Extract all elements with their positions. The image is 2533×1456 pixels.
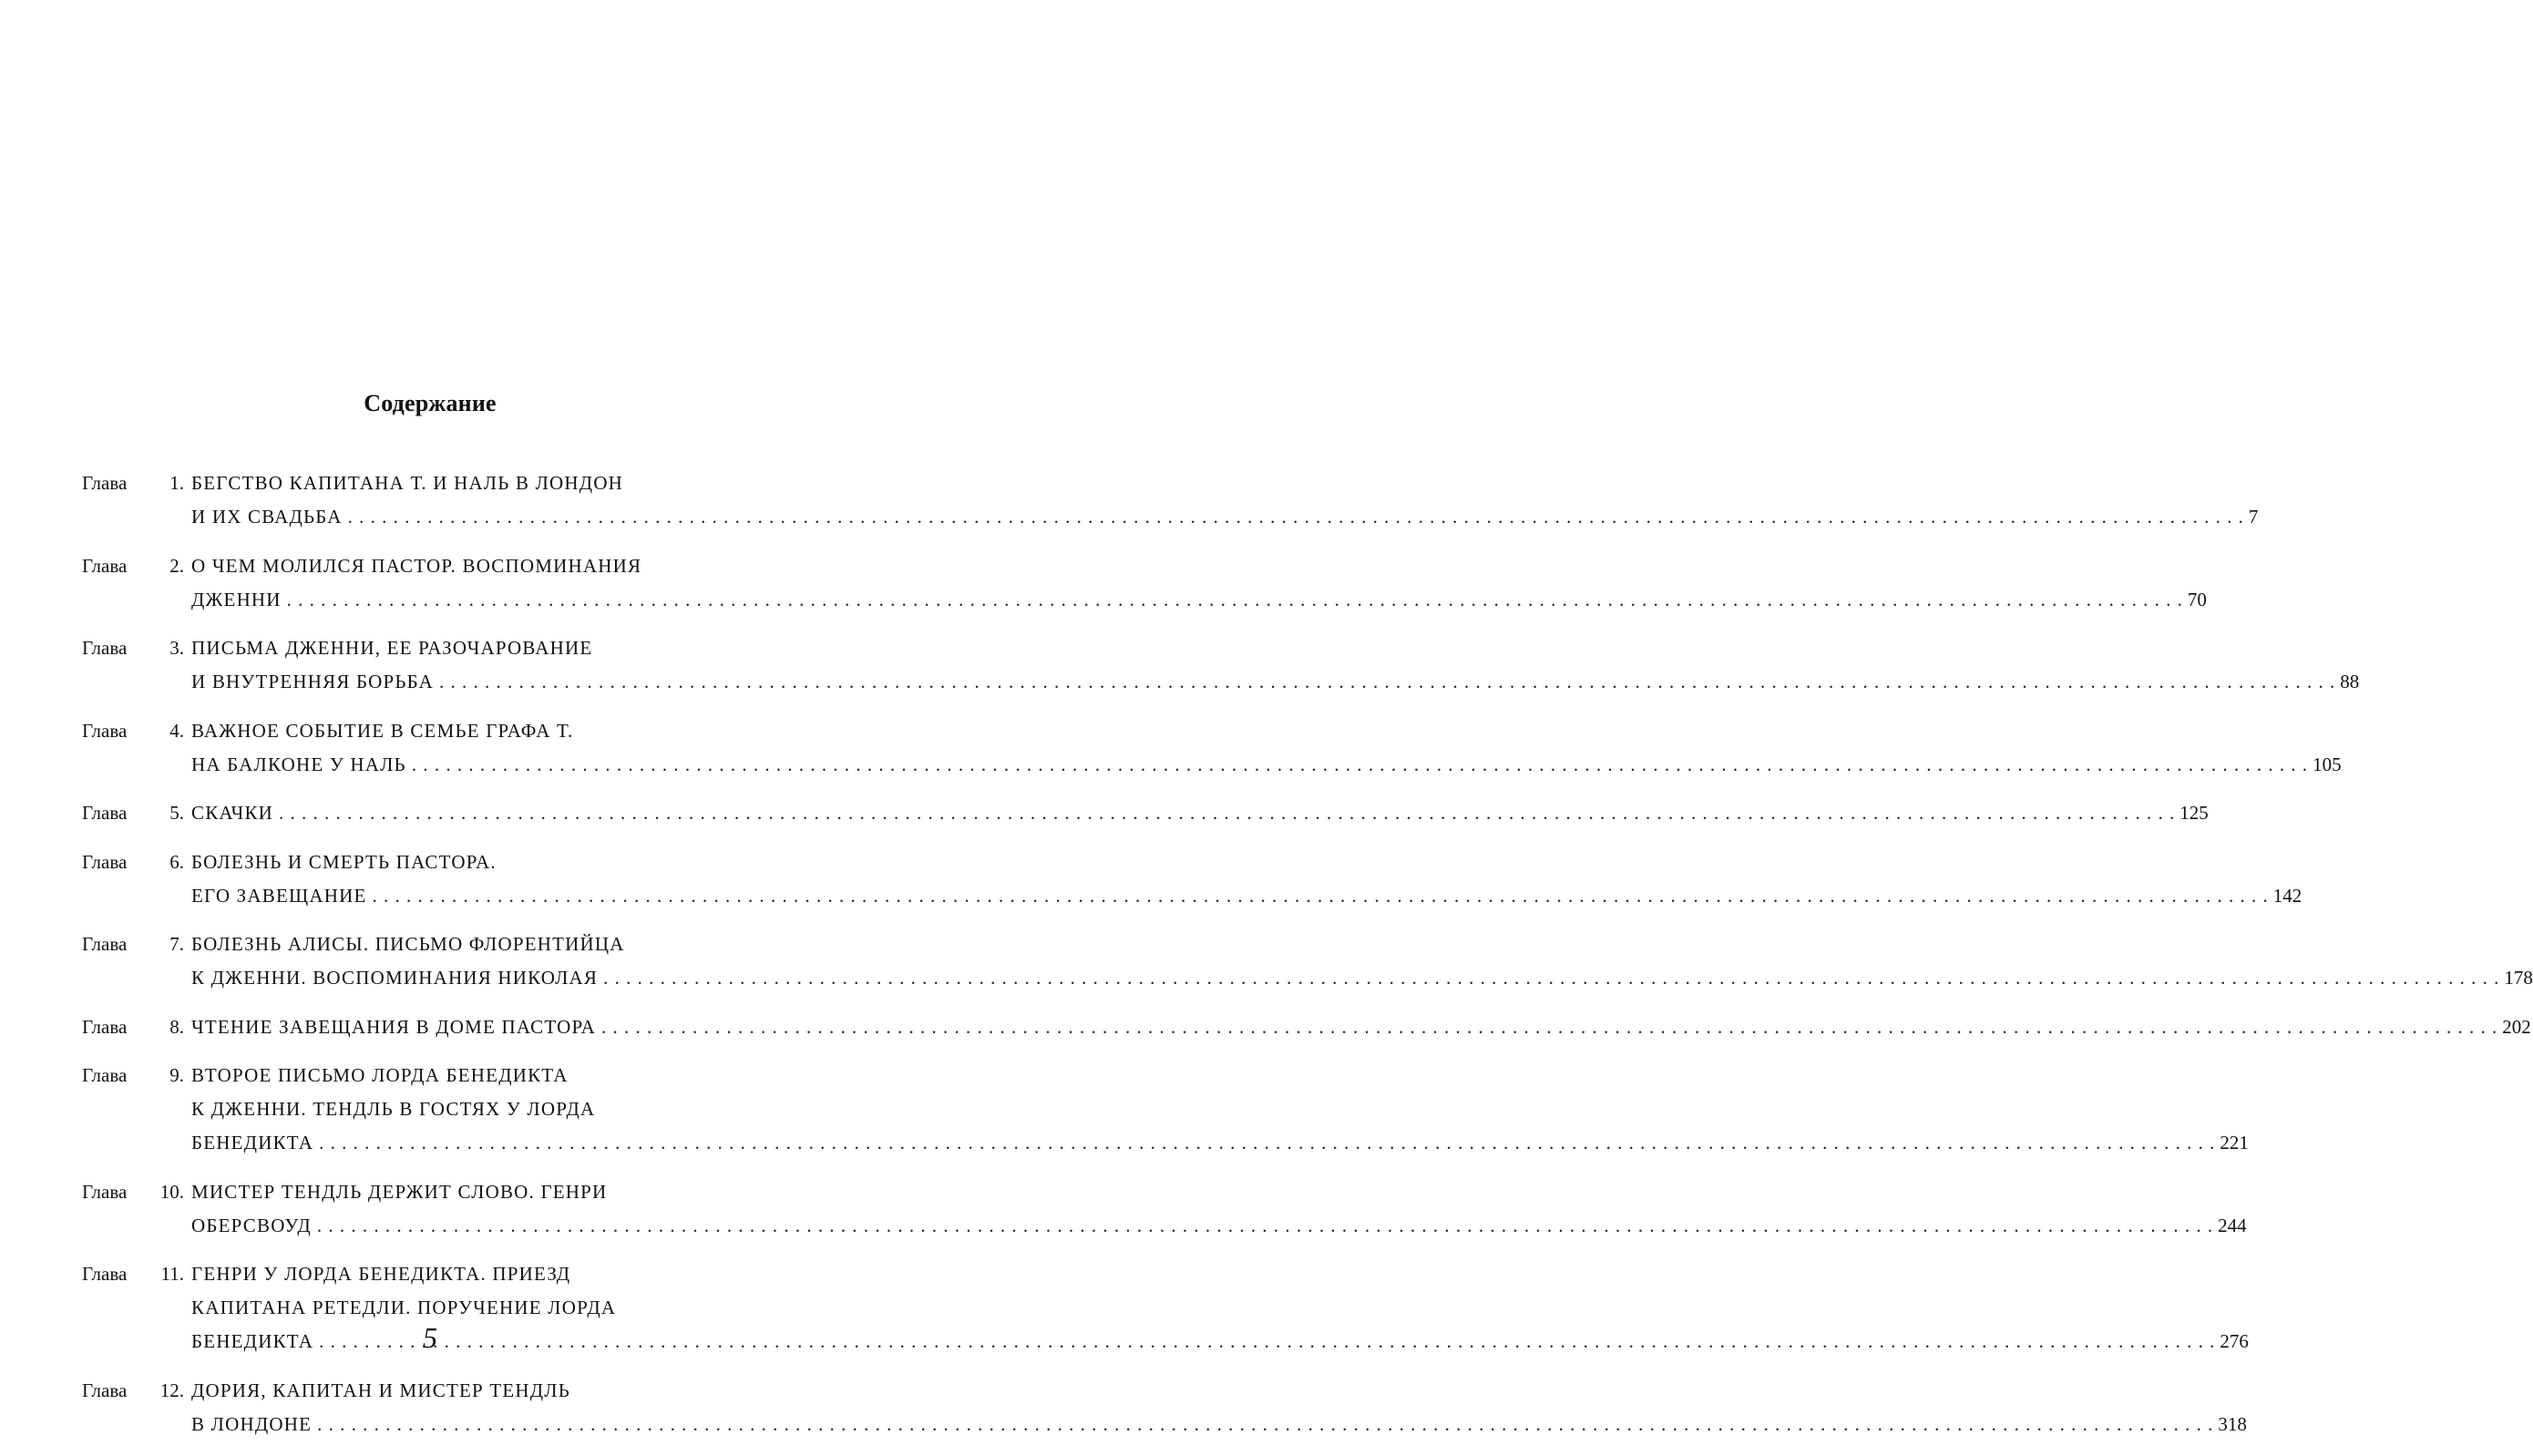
- chapter-title-last-line: [191, 748, 2342, 782]
- chapter-title: [191, 1175, 2247, 1243]
- chapter-page-number: 244: [2218, 1214, 2247, 1236]
- chapter-label: Глава: [82, 802, 128, 824]
- chapter-title-line: КАПИТАНА РЕТЕДЛИ. ПОРУЧЕНИЕ ЛОРДА: [191, 1297, 617, 1318]
- chapter-title-line: ОБЕРСВОУД: [191, 1214, 312, 1236]
- chapter-number: 7.: [169, 933, 184, 955]
- chapter-title: [191, 1010, 2531, 1044]
- chapter-title-line: МИСТЕР ТЕНДЛЬ ДЕРЖИТ СЛОВО. ГЕНРИ: [191, 1180, 608, 1203]
- toc-entry: [82, 1374, 2247, 1441]
- chapter-title-line: БЕНЕДИКТА: [191, 1132, 314, 1154]
- chapter-label: Глава: [82, 472, 128, 494]
- chapter-title: [191, 549, 2207, 617]
- chapter-page-number: 276: [2220, 1330, 2249, 1352]
- dot-leader: [439, 665, 2334, 699]
- chapter-title-line: К ДЖЕННИ. ВОСПОМИНАНИЯ НИКОЛАЯ: [191, 967, 599, 989]
- chapter-title-line: ВТОРОЕ ПИСЬМО ЛОРДА БЕНЕДИКТА: [191, 1064, 569, 1086]
- dot-leader: [412, 748, 2307, 782]
- chapter-page-number: 88: [2340, 671, 2360, 692]
- chapter-title-line: В ЛОНДОНЕ: [191, 1412, 313, 1435]
- chapter-title: [191, 846, 2302, 913]
- chapter-title: [191, 928, 2533, 995]
- toc-entry: [82, 846, 2302, 913]
- toc-entry: [82, 796, 2209, 830]
- chapter-page-number: 202: [2502, 1015, 2531, 1038]
- chapter-label: Глава: [82, 933, 128, 955]
- chapter-page-number: 221: [2220, 1132, 2249, 1154]
- chapter-number: 10.: [159, 1180, 184, 1203]
- chapter-number: 5.: [169, 802, 184, 824]
- dot-leader: [319, 1126, 2214, 1160]
- chapter-title-last-line: [191, 961, 2533, 995]
- chapter-title-line: СКАЧКИ: [191, 802, 274, 824]
- dot-leader: [317, 1408, 2212, 1441]
- chapter-title-line: БОЛЕЗНЬ АЛИСЫ. ПИСЬМО ФЛОРЕНТИЙЦА: [191, 933, 625, 955]
- toc-entry: [82, 1059, 2249, 1160]
- chapter-label: Глава: [82, 850, 128, 873]
- chapter-title-line: ЧТЕНИЕ ЗАВЕЩАНИЯ В ДОМЕ ПАСТОРА: [191, 1015, 597, 1038]
- chapter-title-line: БЕНЕДИКТА: [191, 1330, 314, 1352]
- chapter-label: Глава: [82, 554, 128, 577]
- chapter-title-last-line: [191, 796, 2209, 830]
- chapter-number: 2.: [169, 554, 184, 577]
- table-of-contents: [82, 467, 2533, 1456]
- chapter-number: 1.: [169, 472, 184, 494]
- chapter-title-last-line: [191, 1209, 2247, 1243]
- chapter-title-line: ЕГО ЗАВЕЩАНИЕ: [191, 884, 367, 907]
- dot-leader: [601, 1010, 2497, 1044]
- chapter-title-last-line: [191, 583, 2207, 617]
- toc-entry: [82, 467, 2259, 534]
- chapter-page-number: 142: [2272, 884, 2302, 907]
- chapter-page-number: 318: [2218, 1412, 2247, 1435]
- dot-leader: [373, 879, 2268, 913]
- dot-leader: [317, 1209, 2212, 1243]
- chapter-number: 6.: [169, 850, 184, 873]
- chapter-title-line: ГЕНРИ У ЛОРДА БЕНЕДИКТА. ПРИЕЗД: [191, 1263, 571, 1285]
- chapter-number: 12.: [159, 1379, 184, 1401]
- chapter-number: 4.: [169, 719, 184, 742]
- chapter-title-last-line: [191, 879, 2302, 913]
- chapter-label: Глава: [82, 1379, 128, 1401]
- page-title: Содержание: [364, 390, 497, 416]
- chapter-page-number: 125: [2179, 802, 2209, 824]
- chapter-title: [191, 714, 2342, 782]
- chapter-title-line: НА БАЛКОНЕ У НАЛЬ: [191, 753, 406, 775]
- chapter-title-last-line: [191, 1126, 2249, 1160]
- chapter-title: [191, 631, 2359, 699]
- chapter-title-last-line: [191, 500, 2258, 534]
- chapter-title-line: ДОРИЯ, КАПИТАН И МИСТЕР ТЕНДЛЬ: [191, 1379, 570, 1401]
- chapter-title-last-line: [191, 665, 2359, 699]
- chapter-title-line: К ДЖЕННИ. ТЕНДЛЬ В ГОСТЯХ У ЛОРДА: [191, 1098, 596, 1120]
- chapter-title-line: О ЧЕМ МОЛИЛСЯ ПАСТОР. ВОСПОМИНАНИЯ: [191, 554, 642, 577]
- chapter-number: 11.: [160, 1263, 184, 1285]
- chapter-title: [191, 796, 2209, 830]
- chapter-page-number: 178: [2504, 967, 2533, 989]
- toc-entry: [82, 928, 2533, 995]
- chapter-title-line: И ИХ СВАДЬБА: [191, 506, 343, 528]
- chapter-label: Глава: [82, 1263, 128, 1285]
- chapter-label: Глава: [82, 637, 128, 659]
- chapter-label: Глава: [82, 1180, 128, 1203]
- dot-leader: [348, 500, 2243, 534]
- toc-entry: [82, 549, 2207, 617]
- chapter-number: 3.: [169, 637, 184, 659]
- dot-leader: [287, 583, 2182, 617]
- chapter-number: 9.: [169, 1064, 184, 1086]
- chapter-title: [191, 1374, 2247, 1441]
- chapter-label: Глава: [82, 1015, 128, 1038]
- toc-entry: [82, 631, 2360, 699]
- chapter-title-last-line: [191, 1408, 2247, 1441]
- chapter-page-number: 7: [2248, 506, 2259, 528]
- chapter-title: [191, 467, 2258, 534]
- chapter-label: Глава: [82, 719, 128, 742]
- chapter-title-line: ПИСЬМА ДЖЕННИ, ЕЕ РАЗОЧАРОВАНИЕ: [191, 637, 593, 659]
- chapter-title: [191, 1059, 2249, 1160]
- chapter-title-line: И ВНУТРЕННЯЯ БОРЬБА: [191, 671, 434, 692]
- toc-entry: [82, 1010, 2531, 1044]
- toc-entry: [82, 714, 2342, 782]
- toc-entry: [82, 1175, 2247, 1243]
- chapter-number: 8.: [169, 1015, 184, 1038]
- chapter-page-number: 70: [2187, 588, 2207, 610]
- chapter-title-line: БОЛЕЗНЬ И СМЕРТЬ ПАСТОРА.: [191, 850, 497, 873]
- chapter-title-line: БЕГСТВО КАПИТАНА Т. И НАЛЬ В ЛОНДОН: [191, 472, 624, 494]
- chapter-label: Глава: [82, 1064, 128, 1086]
- dot-leader: [279, 796, 2174, 830]
- chapter-page-number: 105: [2313, 753, 2342, 775]
- chapter-title-line: ВАЖНОЕ СОБЫТИЕ В СЕМЬЕ ГРАФА Т.: [191, 719, 574, 742]
- chapter-title-last-line: [191, 1010, 2531, 1044]
- dot-leader: [603, 961, 2498, 995]
- page-number: 5: [423, 1321, 437, 1354]
- chapter-title-line: ДЖЕННИ: [191, 588, 282, 610]
